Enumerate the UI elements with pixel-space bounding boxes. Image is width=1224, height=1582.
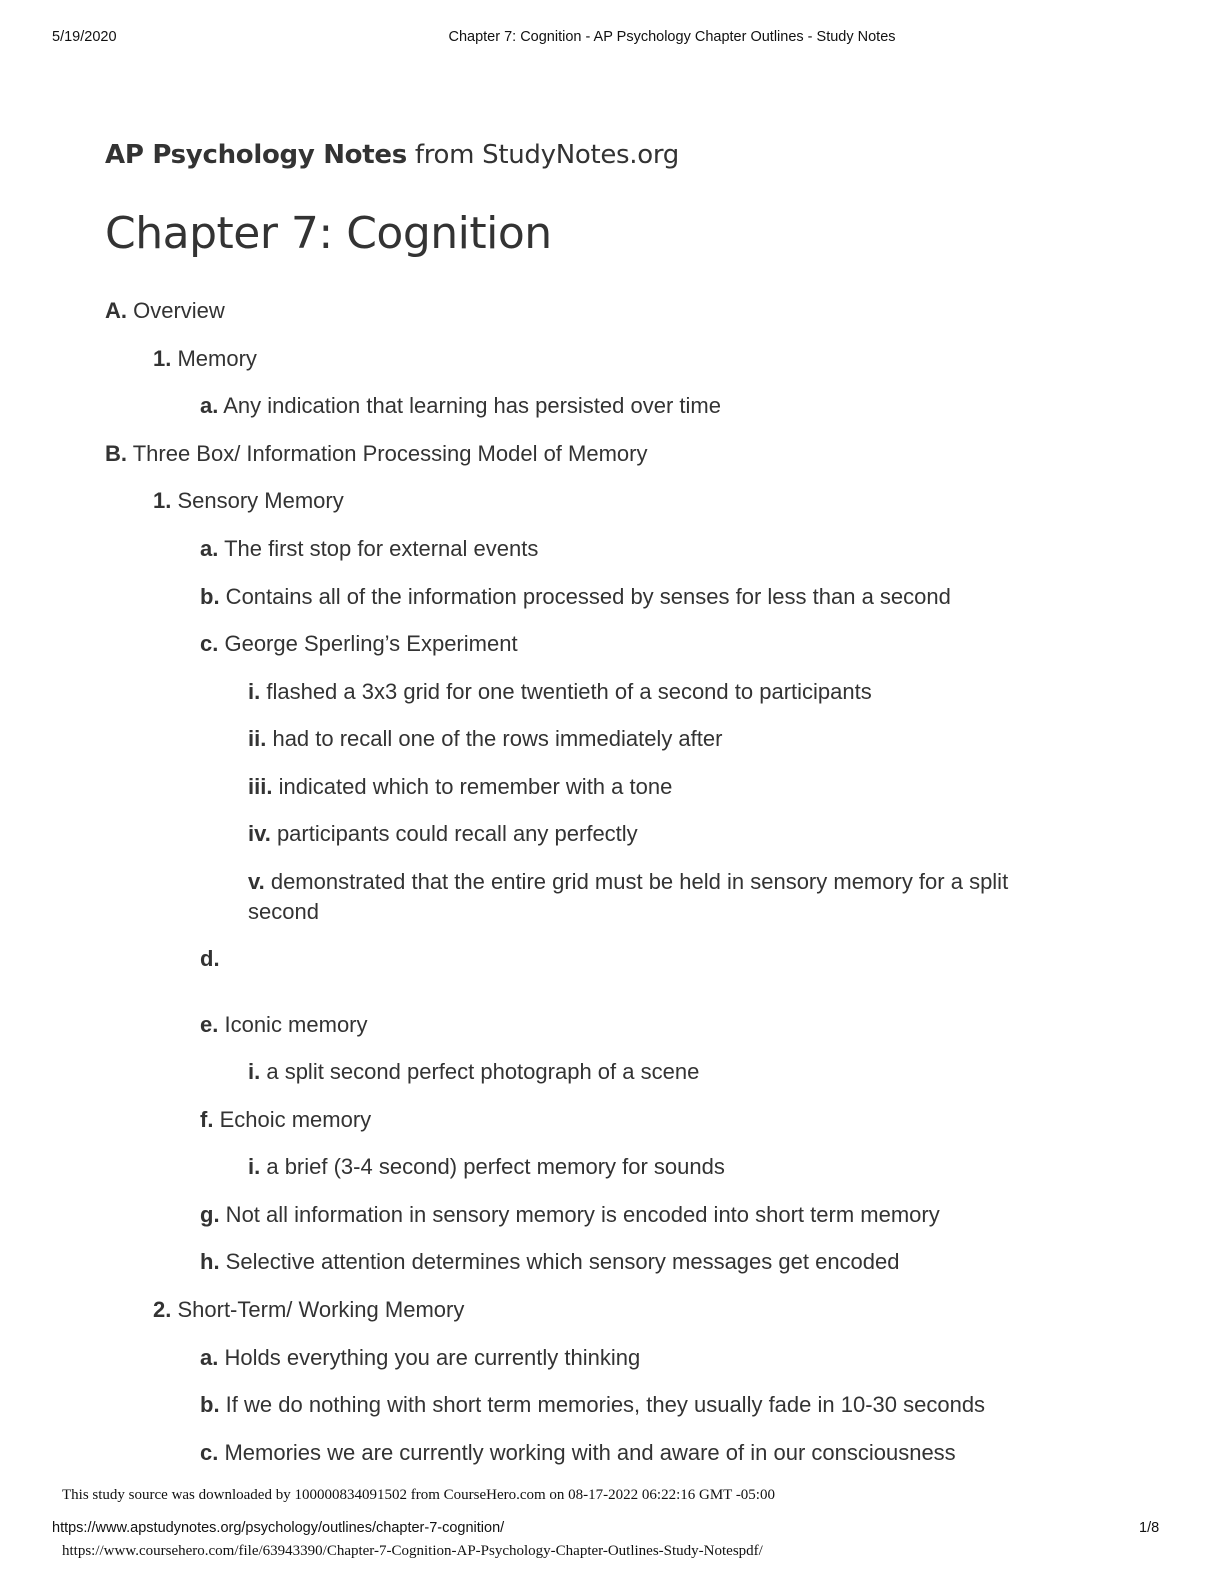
outline-text: participants could recall any perfectly <box>270 821 638 846</box>
outline-text: Overview <box>127 298 225 323</box>
outline-item <box>105 441 647 467</box>
outline-text: Any indication that learning has persisted over time <box>218 393 721 418</box>
outline-marker: c. <box>200 631 219 656</box>
outline-item <box>248 821 638 847</box>
outline-text: Echoic memory <box>213 1107 372 1132</box>
outline-item <box>200 584 951 610</box>
outline-item <box>105 298 225 324</box>
download-notice: This study source was downloaded by 100000834091502 from CourseHero.com on 08-17-2022 06:22:16 GMT -05:00 <box>62 1487 775 1503</box>
outline-marker: e. <box>200 1012 219 1037</box>
outline-item <box>200 1012 368 1038</box>
outline-item <box>153 346 257 372</box>
outline-text: Three Box/ Information Processing Model of Memory <box>127 441 648 466</box>
outline-text: Memories we are currently working with and aware of in our consciousness <box>218 1440 956 1465</box>
outline-marker: i. <box>248 1154 261 1179</box>
outline-marker: g. <box>200 1202 220 1227</box>
outline-text: If we do nothing with short term memories, they usually fade in 10-30 seconds <box>219 1392 986 1417</box>
site-heading <box>105 140 679 170</box>
outline-marker: i. <box>248 679 261 704</box>
outline-text: indicated which to remember with a tone <box>272 774 673 799</box>
outline-text: Sensory Memory <box>171 488 344 513</box>
outline-item <box>200 1392 985 1418</box>
outline-text: Memory <box>171 346 257 371</box>
outline-text: Selective attention determines which sensory messages get encoded <box>219 1249 900 1274</box>
outline-marker: a. <box>200 393 219 418</box>
outline-item <box>200 1249 900 1275</box>
outline-marker: h. <box>200 1249 220 1274</box>
outline-marker: b. <box>200 584 220 609</box>
page-number: 1/8 <box>1139 1520 1160 1536</box>
outline-marker: a. <box>200 536 219 561</box>
outline-marker: c. <box>200 1440 219 1465</box>
outline-text: flashed a 3x3 grid for one twentieth of a second to participants <box>260 679 872 704</box>
coursehero-url[interactable]: https://www.coursehero.com/file/63943390/Chapter-7-Cognition-AP-Psychology-Chapter-Outlines-Study-Notespdf/ <box>62 1543 763 1559</box>
outline-marker: 1. <box>153 488 172 513</box>
outline-marker: iv. <box>248 821 271 846</box>
outline-text: had to recall one of the rows immediately after <box>266 726 723 751</box>
outline-item <box>200 1345 640 1371</box>
outline-item <box>248 1154 725 1180</box>
outline-item <box>248 726 722 752</box>
outline-item <box>248 867 1078 927</box>
outline-item <box>200 536 538 562</box>
site-heading-rest: from StudyNotes.org <box>406 140 679 170</box>
outline-text: a split second perfect photograph of a scene <box>260 1059 700 1084</box>
outline-marker: v. <box>248 869 265 894</box>
outline-marker: f. <box>200 1107 214 1132</box>
outline-marker: d. <box>200 946 220 971</box>
outline-text: Short-Term/ Working Memory <box>171 1297 465 1322</box>
outline-text: George Sperling’s Experiment <box>218 631 518 656</box>
outline-marker: b. <box>200 1392 220 1417</box>
outline-text: a brief (3-4 second) perfect memory for sounds <box>260 1154 725 1179</box>
print-date: 5/19/2020 <box>52 29 117 45</box>
outline-text: demonstrated that the entire grid must be held in sensory memory for a split second <box>248 869 1009 924</box>
outline-marker: 1. <box>153 346 172 371</box>
outline-item <box>153 488 344 514</box>
outline-marker: iii. <box>248 774 273 799</box>
outline-text: Iconic memory <box>218 1012 368 1037</box>
source-url[interactable]: https://www.apstudynotes.org/psychology/outlines/chapter-7-cognition/ <box>52 1520 505 1536</box>
outline-text: Not all information in sensory memory is encoded into short term memory <box>219 1202 940 1227</box>
outline-item <box>200 1107 371 1133</box>
outline-item <box>248 1059 699 1085</box>
outline-text: The first stop for external events <box>218 536 539 561</box>
print-page-title: Chapter 7: Cognition - AP Psychology Chapter Outlines - Study Notes <box>448 29 896 45</box>
outline-item <box>200 393 721 419</box>
outline-marker: ii. <box>248 726 267 751</box>
outline-item <box>200 946 220 972</box>
outline-marker: a. <box>200 1345 219 1370</box>
outline-item <box>200 1440 956 1466</box>
outline-item <box>153 1297 464 1323</box>
outline-item <box>248 679 872 705</box>
outline-item <box>248 774 672 800</box>
chapter-title: Chapter 7: Cognition <box>105 208 552 259</box>
site-heading-bold: AP Psychology Notes <box>105 140 407 170</box>
outline-marker: i. <box>248 1059 261 1084</box>
outline-marker: B. <box>105 441 127 466</box>
outline-item <box>200 631 518 657</box>
outline-item <box>200 1202 940 1228</box>
outline-marker: 2. <box>153 1297 172 1322</box>
outline-text: Contains all of the information processed by senses for less than a second <box>219 584 951 609</box>
outline-text: Holds everything you are currently thinking <box>218 1345 641 1370</box>
outline-marker: A. <box>105 298 127 323</box>
